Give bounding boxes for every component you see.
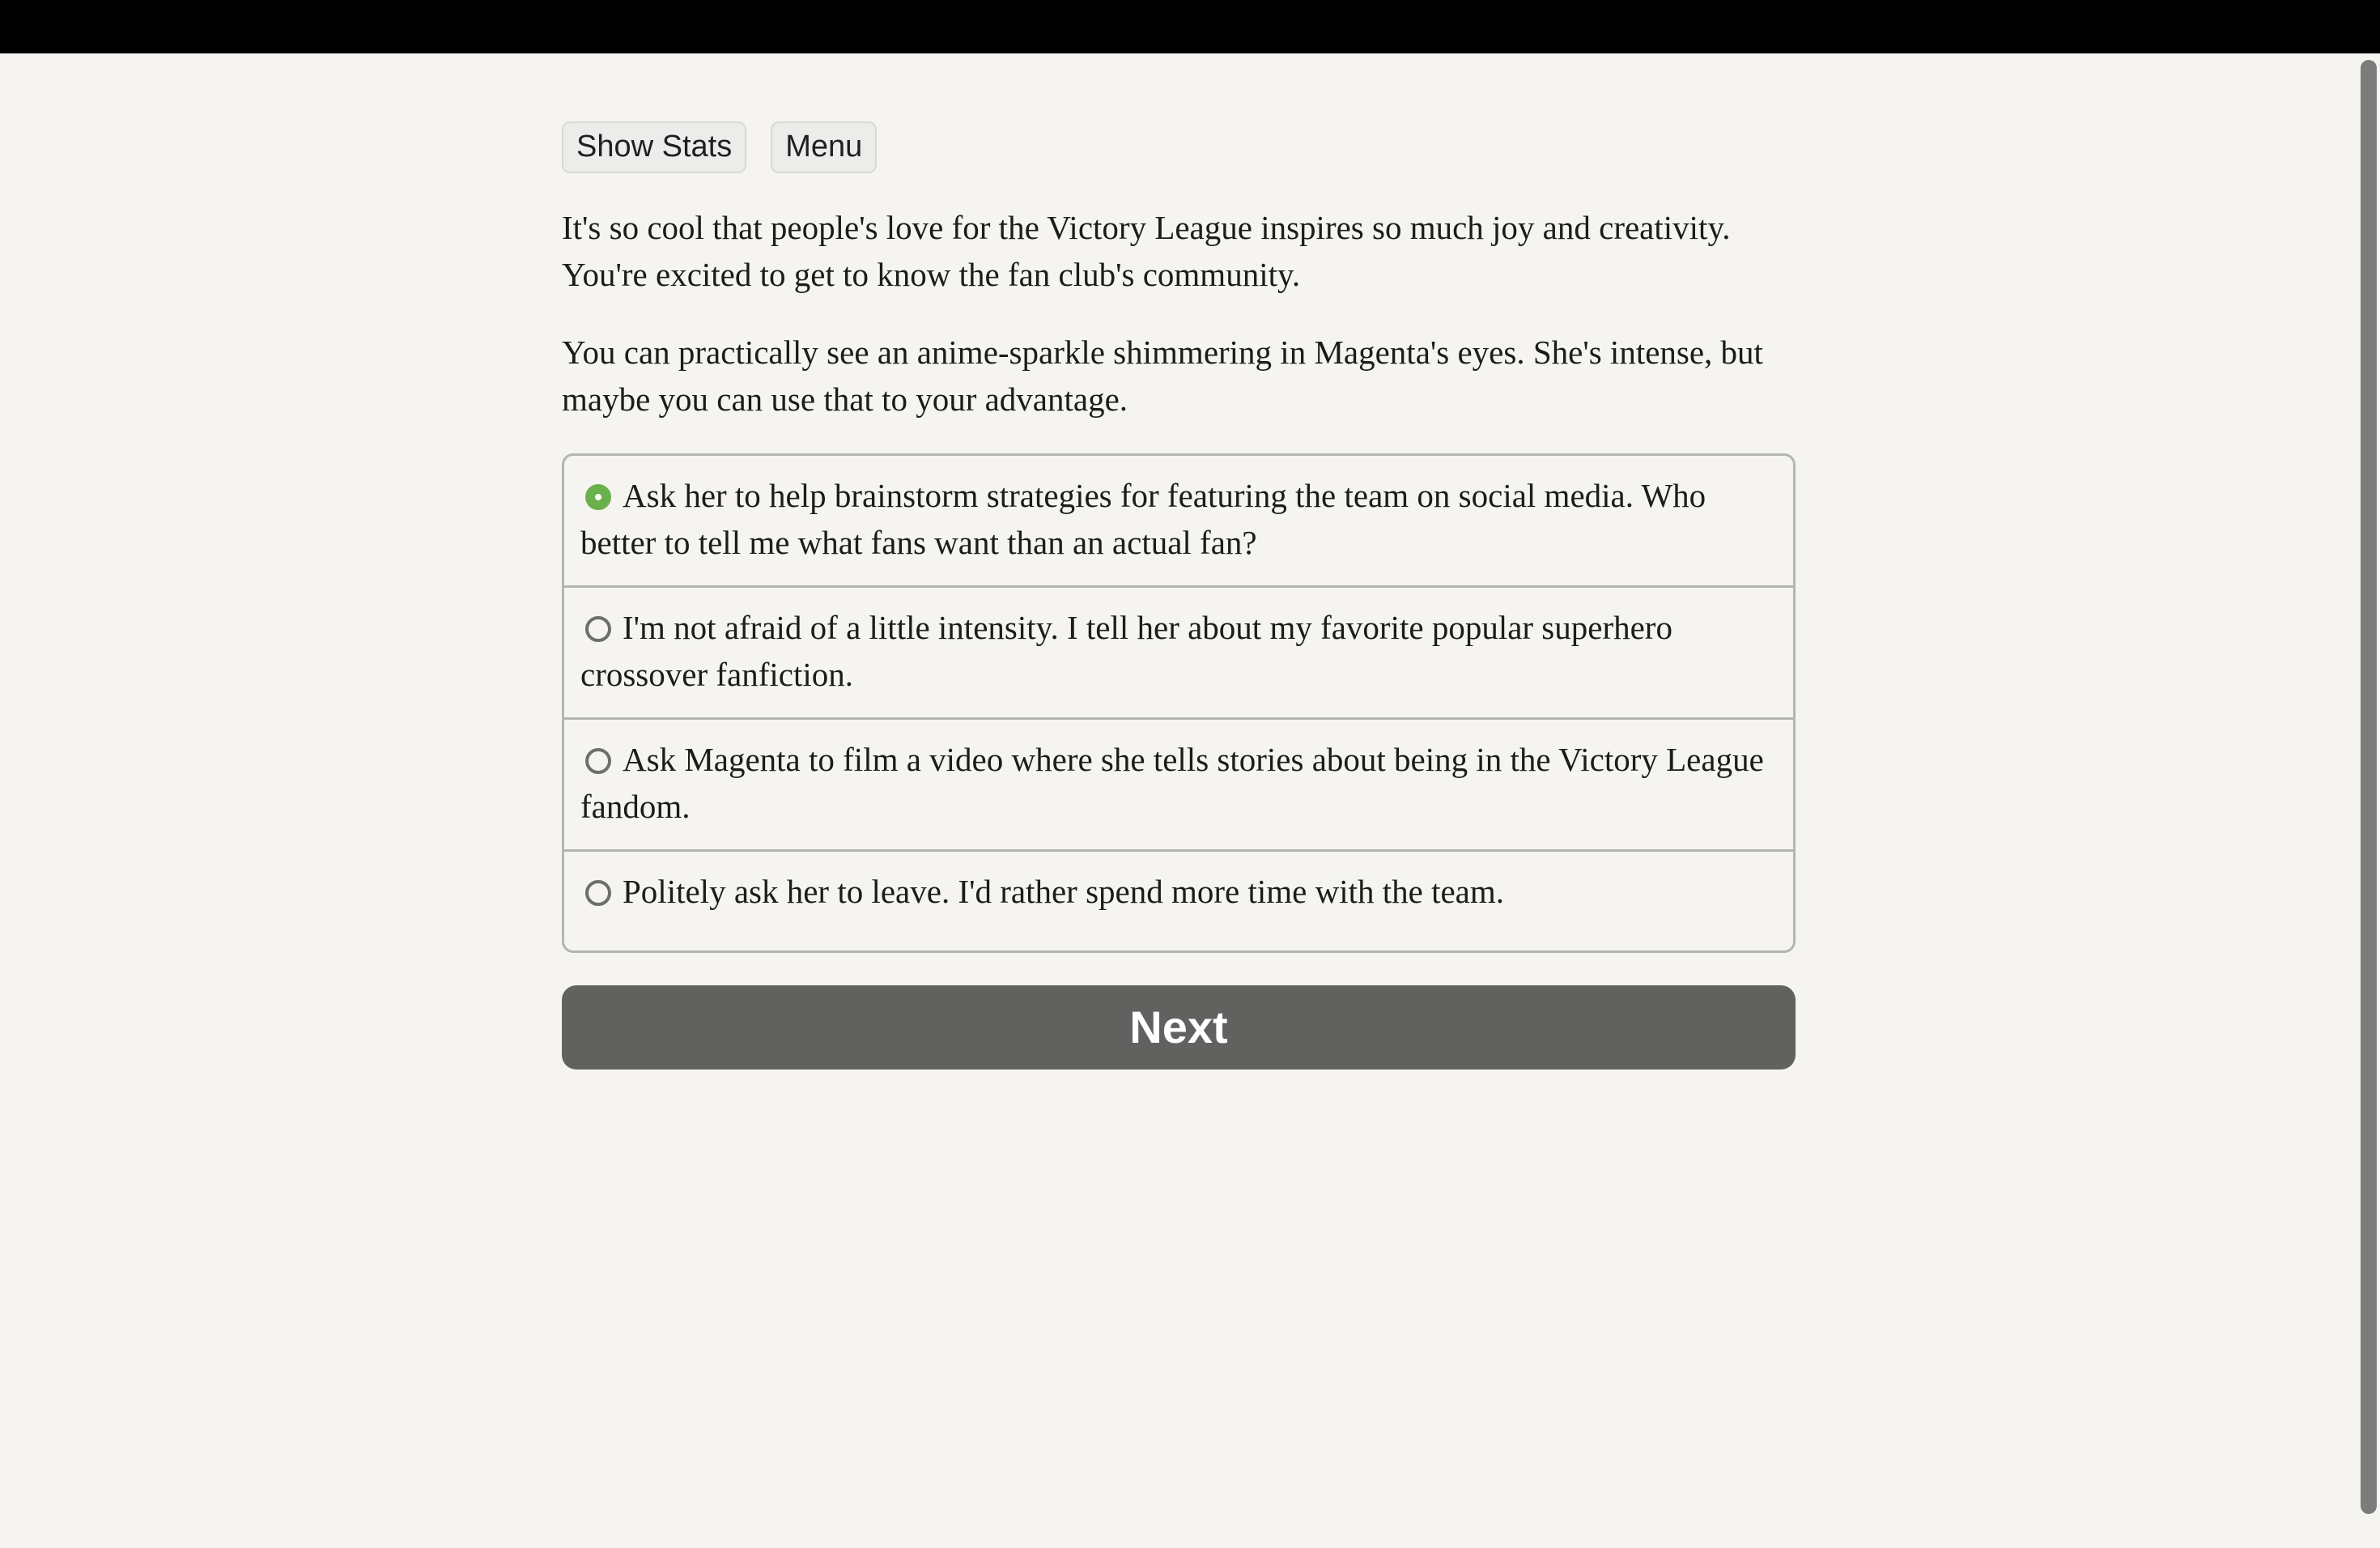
choice-label: Ask her to help brainstorm strategies for featuring the team on social media. Who better to tell me what fans want than an actual fan? <box>580 477 1706 561</box>
radio-icon[interactable] <box>585 748 611 774</box>
radio-selected-icon[interactable] <box>585 484 611 510</box>
story-paragraph: It's so cool that people's love for the Victory League inspires so much joy and creativity. You're excited to get to know the fan club's community. <box>562 209 1731 293</box>
browser-top-bar <box>0 0 2380 53</box>
next-button[interactable]: Next <box>562 985 1796 1070</box>
choice-option-1[interactable] <box>564 456 1793 588</box>
radio-icon[interactable] <box>585 880 611 906</box>
game-content <box>562 121 1796 1070</box>
choice-label: I'm not afraid of a little intensity. I tell her about my favorite popular superhero crossover fanfiction. <box>580 609 1672 693</box>
choice-option-2[interactable] <box>564 588 1793 720</box>
radio-icon[interactable] <box>585 616 611 642</box>
scrollbar-thumb[interactable] <box>2361 60 2377 1514</box>
toolbar <box>562 121 1796 173</box>
choice-list <box>562 453 1796 953</box>
choice-label: Politely ask her to leave. I'd rather spend more time with the team. <box>623 873 1505 910</box>
choice-option-3[interactable] <box>564 720 1793 852</box>
menu-button[interactable]: Menu <box>771 121 877 173</box>
show-stats-button[interactable]: Show Stats <box>562 121 746 173</box>
choice-label: Ask Magenta to film a video where she tells stories about being in the Victory League fandom. <box>580 741 1764 825</box>
story-paragraph: You can practically see an anime-sparkle shimmering in Magenta's eyes. She's intense, but maybe you can use that to your advantage. <box>562 334 1763 418</box>
choice-option-4[interactable] <box>564 852 1793 950</box>
